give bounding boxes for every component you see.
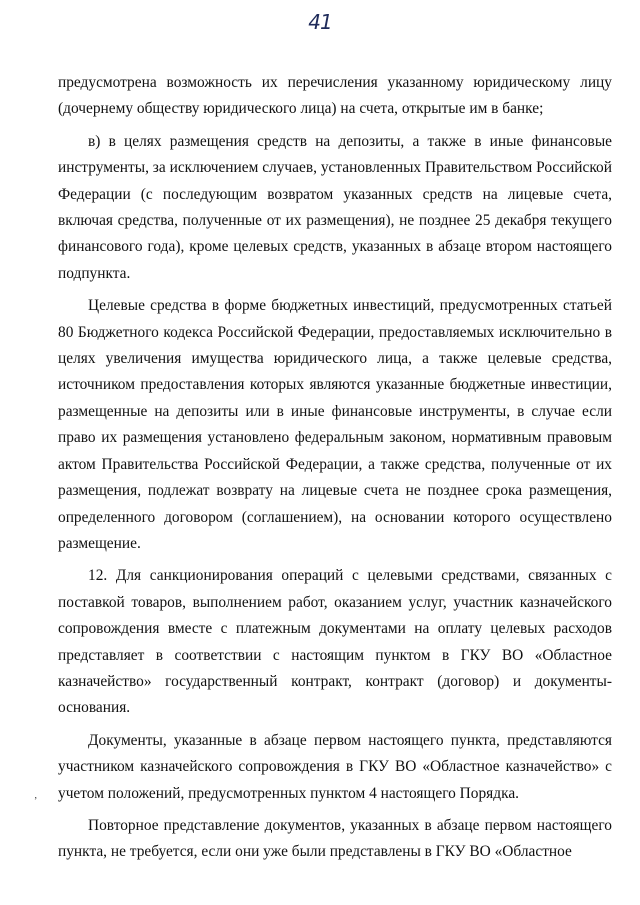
paragraph-target-funds: Целевые средства в форме бюджетных инвестиций, предусмотренных статьей 80 Бюджетного кодекса Российской Федерации, предоставляемых исключительно в целях увеличения имущества юридического лица, а также целевые средства, источником предоставления которых являются указанные бюджетные инвестиции, размещенные на депозиты или в иные финансовые инструменты, в случае если право их размещения установлено федеральным законом, нормативным правовым актом Правительства Российской Федерации, а также средства, полученные от их размещения, подлежат возврату на лицевые счета не позднее срока размещения, определенного договором (соглашением), на основании которого осуществлено размещение. bbox=[58, 297, 612, 552]
paragraph-documents: Документы, указанные в абзаце первом настоящего пункта, представляются участником казначейского сопровождения в ГКУ ВО «Областное казначейство» с учетом положений, предусмотренных пунктом 4 настоящего Порядка. bbox=[58, 731, 612, 802]
margin-mark: ‚ bbox=[34, 790, 38, 801]
paragraph-continuation: предусмотрена возможность их перечисления указанному юридическому лицу (дочернему обществу юридического лица) на счета, открытые им в банке; bbox=[58, 74, 612, 118]
document-body bbox=[58, 70, 612, 866]
paragraph-item-12: 12. Для санкционирования операций с целевыми средствами, связанных с поставкой товаров, выполнением работ, оказанием услуг, участник казначейского сопровождения вместе с платежным документами на оплату целевых расходов представляет в соответствии с настоящим пунктом в ГКУ ВО «Областное казначейство» государственный контракт, контракт (договор) и документы-основания. bbox=[58, 567, 612, 717]
page-number: 41 bbox=[308, 10, 332, 34]
paragraph-subpoint-v: в) в целях размещения средств на депозиты, а также в иные финансовые инструменты, за исключением случаев, установленных Правительством Российской Федерации (с последующим возвратом указанных средств на лицевые счета, включая средства, полученные от их размещения), не позднее 25 декабря текущего финансового года), кроме целевых средств, указанных в абзаце втором настоящего подпункта. bbox=[58, 132, 612, 282]
paragraph-repeat-submission: Повторное представление документов, указанных в абзаце первом настоящего пункта, не требуется, если они уже были представлены в ГКУ ВО «Областное bbox=[58, 816, 612, 861]
